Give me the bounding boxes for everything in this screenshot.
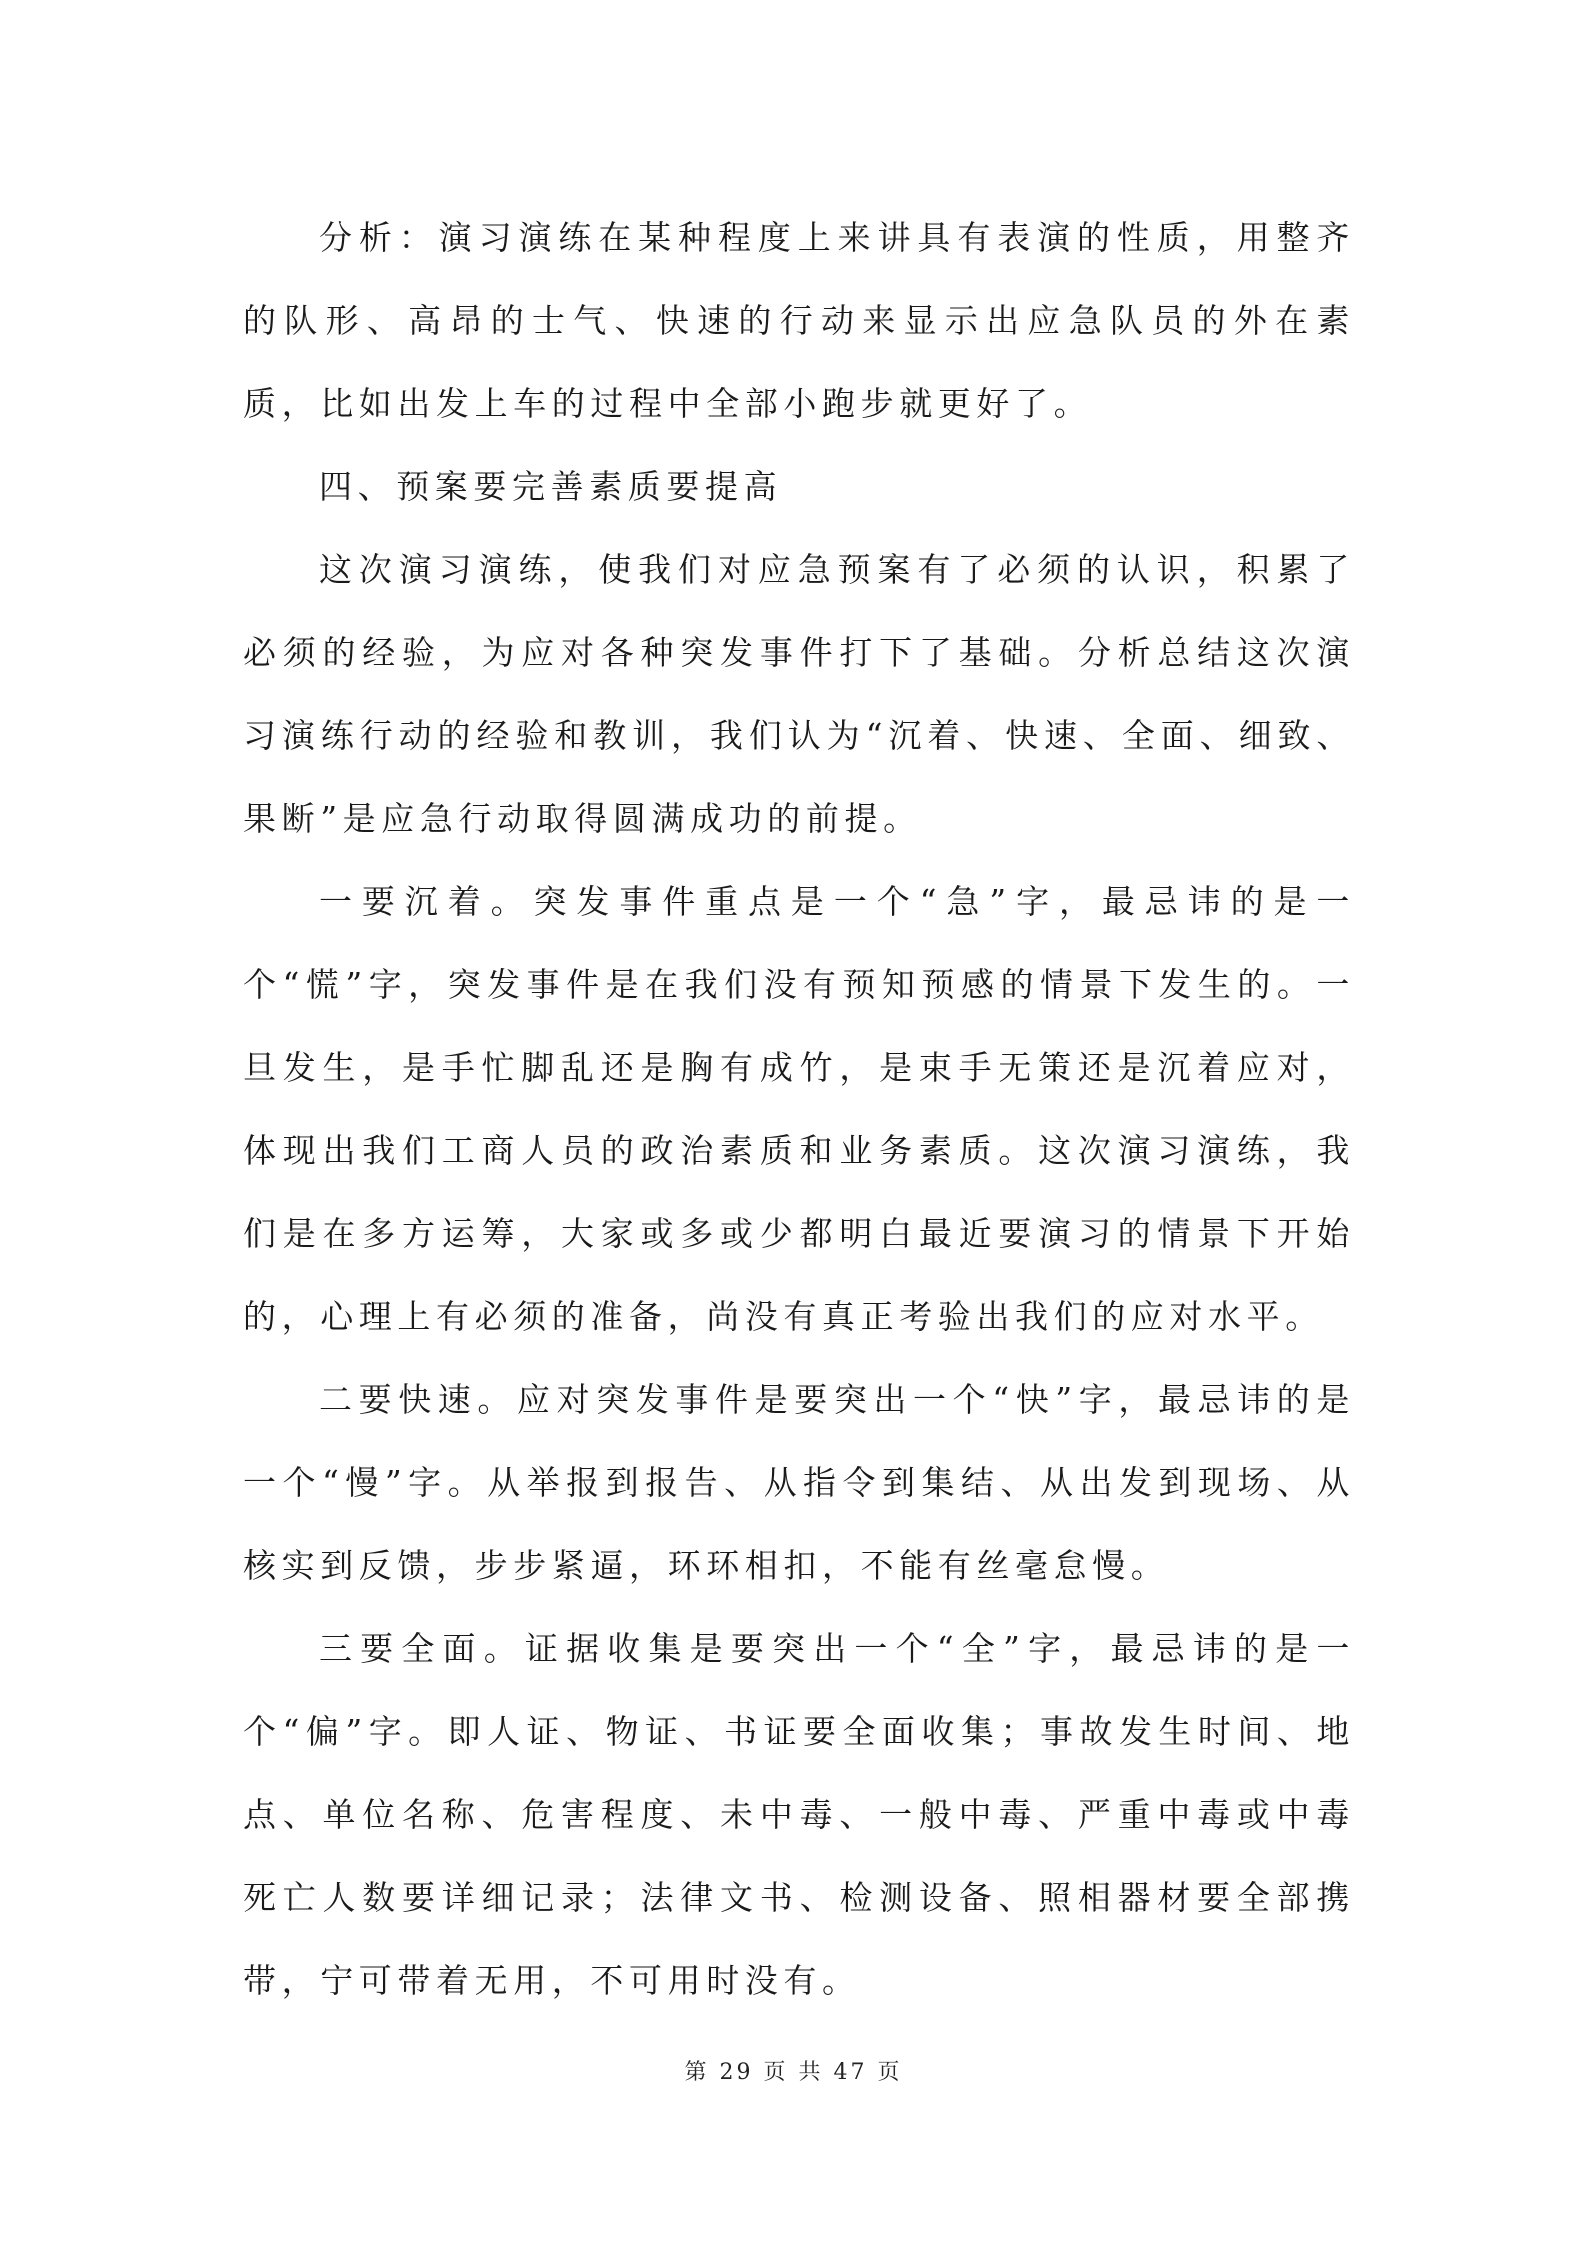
document-body [243,196,1355,2022]
section-heading-four: 四、预案要完善素质要提高 [319,467,783,506]
paragraph-fast: 二要快速。应对突发事件是要突出一个“快”字，最忌讳的是一个“慢”字。从举报到报告、从指令到集结、从出发到现场、从核实到反馈，步步紧逼，环环相扣，不能有丝毫怠慢。 [243,1380,1355,1585]
paragraph-comprehensive: 三要全面。证据收集是要突出一个“全”字，最忌讳的是一个“偏”字。即人证、物证、书证要全面收集；事故发生时间、地点、单位名称、危害程度、未中毒、一般中毒、严重中毒或中毒死亡人数要详细记录；法律文书、检测设备、照相器材要全部携带，宁可带着无用，不可用时没有。 [243,1629,1355,2000]
paragraph-summary: 这次演习演练，使我们对应急预案有了必须的认识，积累了必须的经验，为应对各种突发事件打下了基础。分析总结这次演习演练行动的经验和教训，我们认为“沉着、快速、全面、细致、果断”是应急行动取得圆满成功的前提。 [243,550,1355,838]
paragraph-analysis: 分析：演习演练在某种程度上来讲具有表演的性质，用整齐的队形、高昂的士气、快速的行动来显示出应急队员的外在素质，比如出发上车的过程中全部小跑步就更好了。 [243,218,1355,423]
page-number-footer: 第 29 页 共 47 页 [684,2060,903,2085]
paragraph-calm: 一要沉着。突发事件重点是一个“急”字，最忌讳的是一个“慌”字，突发事件是在我们没有预知预感的情景下发生的。一旦发生，是手忙脚乱还是胸有成竹，是束手无策还是沉着应对，体现出我们工商人员的政治素质和业务素质。这次演习演练，我们是在多方运筹，大家或多或少都明白最近要演习的情景下开始的，心理上有必须的准备，尚没有真正考验出我们的应对水平。 [243,882,1355,1336]
